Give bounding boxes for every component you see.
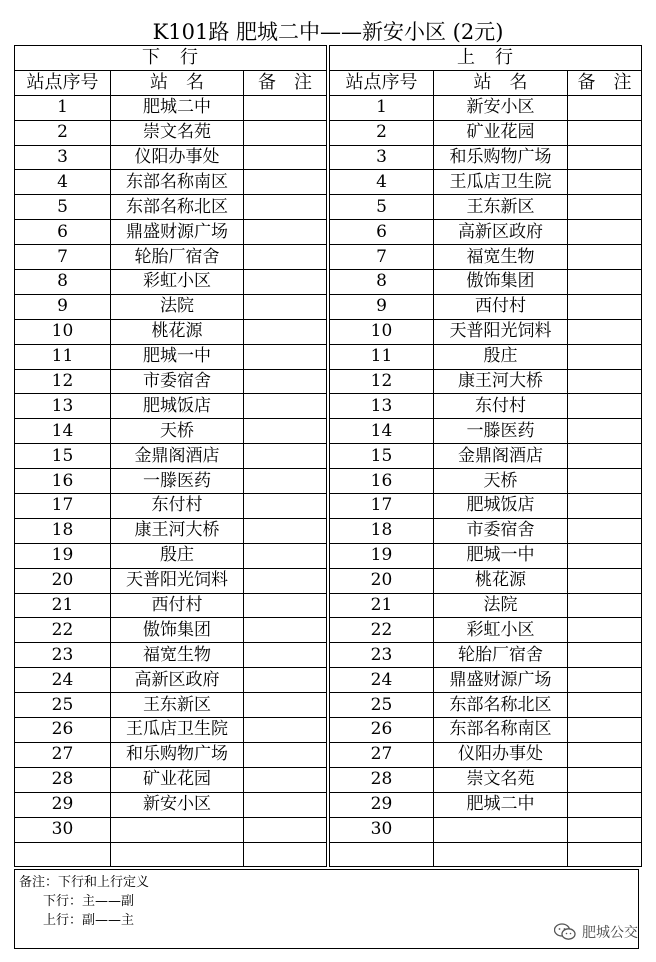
stop-name: 康王河大桥 <box>111 518 244 543</box>
down-direction-row <box>15 46 327 71</box>
table-row <box>330 419 642 444</box>
stop-note <box>568 419 642 444</box>
stop-note <box>568 444 642 469</box>
table-row <box>15 543 327 568</box>
down-definition: 下行：主——副 <box>43 894 135 909</box>
stop-note <box>568 394 642 419</box>
stop-name: 新安小区 <box>434 95 568 120</box>
page-title: K101路 肥城二中——新安小区 (2元) <box>152 20 504 44</box>
table-row <box>330 693 642 718</box>
stop-name: 彩虹小区 <box>111 270 244 295</box>
stop-note <box>568 344 642 369</box>
stop-name: 新安小区 <box>111 792 244 817</box>
stop-name: 鼎盛财源广场 <box>434 668 568 693</box>
stop-name: 崇文名苑 <box>111 120 244 145</box>
upbound-table <box>329 45 642 867</box>
table-row <box>330 568 642 593</box>
stop-name: 王东新区 <box>111 693 244 718</box>
stop-note <box>244 419 327 444</box>
wechat-icon <box>554 923 576 941</box>
stop-name: 天桥 <box>111 419 244 444</box>
stop-name: 王瓜店卫生院 <box>111 718 244 743</box>
stop-name <box>434 842 568 867</box>
stop-name: 西付村 <box>434 294 568 319</box>
stop-seq: 3 <box>330 145 434 170</box>
stop-name: 福宽生物 <box>434 245 568 270</box>
stop-seq <box>330 842 434 867</box>
stop-seq: 3 <box>15 145 111 170</box>
stop-seq: 2 <box>15 120 111 145</box>
stop-name: 一滕医药 <box>434 419 568 444</box>
stop-name: 肥城饭店 <box>111 394 244 419</box>
stop-name: 轮胎厂宿舍 <box>111 245 244 270</box>
stop-seq: 25 <box>330 693 434 718</box>
table-row <box>15 220 327 245</box>
stop-note <box>244 444 327 469</box>
stop-note <box>244 593 327 618</box>
stop-seq: 14 <box>330 419 434 444</box>
table-row <box>330 394 642 419</box>
stop-name: 仪阳办事处 <box>111 145 244 170</box>
stop-note <box>568 319 642 344</box>
stop-note <box>244 220 327 245</box>
down-header-name: 站 名 <box>111 70 244 95</box>
stop-note <box>568 593 642 618</box>
table-row <box>330 842 642 867</box>
stop-seq: 4 <box>330 170 434 195</box>
stop-note <box>244 195 327 220</box>
table-row <box>330 792 642 817</box>
table-row <box>15 469 327 494</box>
stop-note <box>568 270 642 295</box>
stop-seq: 27 <box>15 742 111 767</box>
stop-note <box>568 120 642 145</box>
stop-seq: 17 <box>15 494 111 519</box>
stop-name: 天桥 <box>434 469 568 494</box>
stop-name: 轮胎厂宿舍 <box>434 643 568 668</box>
stop-seq: 27 <box>330 742 434 767</box>
table-row <box>15 270 327 295</box>
stop-name: 肥城二中 <box>111 95 244 120</box>
stop-note <box>568 568 642 593</box>
table-row <box>15 145 327 170</box>
table-row <box>15 568 327 593</box>
stop-seq: 13 <box>330 394 434 419</box>
stop-seq: 10 <box>330 319 434 344</box>
stop-name: 肥城一中 <box>434 543 568 568</box>
table-row <box>330 593 642 618</box>
stop-name: 法院 <box>111 294 244 319</box>
stop-note <box>244 643 327 668</box>
table-row <box>330 718 642 743</box>
table-row <box>15 842 327 867</box>
stop-seq: 30 <box>330 817 434 842</box>
table-row <box>15 245 327 270</box>
stop-name: 傲饰集团 <box>434 270 568 295</box>
stop-seq: 4 <box>15 170 111 195</box>
stop-seq: 7 <box>330 245 434 270</box>
up-header-note: 备 注 <box>568 70 642 95</box>
stop-name: 殷庄 <box>434 344 568 369</box>
table-row <box>15 120 327 145</box>
notes-box <box>14 869 639 949</box>
stop-note <box>568 294 642 319</box>
stop-name: 东部名称南区 <box>111 170 244 195</box>
table-row <box>330 344 642 369</box>
stop-name: 天普阳光饲料 <box>111 568 244 593</box>
table-row <box>330 145 642 170</box>
stop-name: 东付村 <box>434 394 568 419</box>
stop-seq: 28 <box>330 767 434 792</box>
stop-note <box>568 668 642 693</box>
stop-seq: 23 <box>330 643 434 668</box>
stop-note <box>568 245 642 270</box>
stop-seq: 30 <box>15 817 111 842</box>
stop-note <box>568 220 642 245</box>
stop-seq: 26 <box>15 718 111 743</box>
table-row <box>15 518 327 543</box>
stop-note <box>568 145 642 170</box>
stop-seq: 9 <box>330 294 434 319</box>
watermark-text: 肥城公交 <box>582 925 638 941</box>
stop-seq: 8 <box>330 270 434 295</box>
stop-seq: 18 <box>330 518 434 543</box>
stop-seq: 6 <box>15 220 111 245</box>
stop-note <box>244 543 327 568</box>
stop-note <box>244 394 327 419</box>
stop-seq: 15 <box>15 444 111 469</box>
table-row <box>330 120 642 145</box>
stop-note <box>244 319 327 344</box>
table-row <box>15 294 327 319</box>
up-direction-row <box>330 46 642 71</box>
stop-name: 肥城一中 <box>111 344 244 369</box>
table-row <box>15 792 327 817</box>
stop-note <box>244 693 327 718</box>
stop-seq: 21 <box>15 593 111 618</box>
stop-note <box>568 718 642 743</box>
stop-note <box>568 643 642 668</box>
stop-seq: 11 <box>15 344 111 369</box>
stop-note <box>568 693 642 718</box>
stop-note <box>244 718 327 743</box>
stop-seq: 23 <box>15 643 111 668</box>
table-row <box>330 643 642 668</box>
table-row <box>330 444 642 469</box>
stop-seq: 13 <box>15 394 111 419</box>
table-row <box>15 319 327 344</box>
table-row <box>15 369 327 394</box>
stop-seq: 18 <box>15 518 111 543</box>
stop-note <box>244 270 327 295</box>
stop-name: 东部名称北区 <box>111 195 244 220</box>
stop-seq: 24 <box>15 668 111 693</box>
stop-name: 肥城二中 <box>434 792 568 817</box>
stop-note <box>244 668 327 693</box>
down-header-seq: 站点序号 <box>15 70 111 95</box>
stop-name: 西付村 <box>111 593 244 618</box>
table-row <box>330 543 642 568</box>
stop-seq: 22 <box>330 618 434 643</box>
table-row <box>330 742 642 767</box>
stop-seq: 26 <box>330 718 434 743</box>
stop-seq: 28 <box>15 767 111 792</box>
stop-seq: 5 <box>15 195 111 220</box>
stop-seq: 19 <box>15 543 111 568</box>
table-row <box>15 817 327 842</box>
stop-name: 市委宿舍 <box>111 369 244 394</box>
stop-seq: 20 <box>15 568 111 593</box>
table-row <box>330 618 642 643</box>
table-row <box>15 444 327 469</box>
stop-seq: 9 <box>15 294 111 319</box>
downbound-table <box>14 45 327 867</box>
stop-name: 康王河大桥 <box>434 369 568 394</box>
up-header-name: 站 名 <box>434 70 568 95</box>
stop-name: 傲饰集团 <box>111 618 244 643</box>
stop-name: 和乐购物广场 <box>434 145 568 170</box>
table-row <box>15 344 327 369</box>
table-row <box>330 469 642 494</box>
stop-note <box>568 792 642 817</box>
table-row <box>15 494 327 519</box>
stop-name: 矿业花园 <box>434 120 568 145</box>
stop-note <box>244 369 327 394</box>
table-row <box>330 95 642 120</box>
stop-seq: 6 <box>330 220 434 245</box>
table-row <box>15 95 327 120</box>
stop-seq <box>15 842 111 867</box>
stop-seq: 12 <box>15 369 111 394</box>
stop-note <box>568 95 642 120</box>
table-row <box>330 220 642 245</box>
stop-note <box>244 170 327 195</box>
table-row <box>15 195 327 220</box>
stop-note <box>244 817 327 842</box>
stop-seq: 29 <box>15 792 111 817</box>
table-row <box>330 270 642 295</box>
stop-seq: 25 <box>15 693 111 718</box>
stop-name: 王瓜店卫生院 <box>434 170 568 195</box>
stop-note <box>568 618 642 643</box>
table-row <box>15 593 327 618</box>
stop-name <box>111 842 244 867</box>
watermark <box>554 922 638 942</box>
stop-name: 高新区政府 <box>111 668 244 693</box>
stop-seq: 7 <box>15 245 111 270</box>
stop-name: 东部名称北区 <box>434 693 568 718</box>
table-row <box>15 693 327 718</box>
table-row <box>15 718 327 743</box>
stop-name: 东部名称南区 <box>434 718 568 743</box>
stop-name: 崇文名苑 <box>434 767 568 792</box>
stop-seq: 5 <box>330 195 434 220</box>
stop-note <box>244 767 327 792</box>
table-row <box>330 245 642 270</box>
stop-note <box>244 145 327 170</box>
stop-seq: 12 <box>330 369 434 394</box>
stop-seq: 8 <box>15 270 111 295</box>
stop-seq: 20 <box>330 568 434 593</box>
stop-seq: 2 <box>330 120 434 145</box>
stop-seq: 11 <box>330 344 434 369</box>
stop-name: 市委宿舍 <box>434 518 568 543</box>
stop-note <box>244 245 327 270</box>
table-row <box>15 643 327 668</box>
stop-name: 桃花源 <box>111 319 244 344</box>
stop-name: 桃花源 <box>434 568 568 593</box>
stop-note <box>568 817 642 842</box>
stop-note <box>244 792 327 817</box>
table-row <box>15 618 327 643</box>
down-header-row <box>15 70 327 95</box>
stop-seq: 1 <box>15 95 111 120</box>
table-row <box>330 767 642 792</box>
stop-name: 仪阳办事处 <box>434 742 568 767</box>
stop-note <box>568 494 642 519</box>
stop-name: 鼎盛财源广场 <box>111 220 244 245</box>
stop-note <box>244 518 327 543</box>
stop-note <box>244 294 327 319</box>
stop-note <box>244 618 327 643</box>
table-row <box>15 394 327 419</box>
stop-name: 福宽生物 <box>111 643 244 668</box>
stop-name: 一滕医药 <box>111 469 244 494</box>
stop-name <box>111 817 244 842</box>
stop-name: 天普阳光饲料 <box>434 319 568 344</box>
table-row <box>15 170 327 195</box>
stop-note <box>244 842 327 867</box>
stop-seq: 16 <box>15 469 111 494</box>
stop-note <box>568 195 642 220</box>
table-row <box>15 668 327 693</box>
stop-name <box>434 817 568 842</box>
up-header-seq: 站点序号 <box>330 70 434 95</box>
stop-seq: 14 <box>15 419 111 444</box>
stop-seq: 19 <box>330 543 434 568</box>
up-header-row <box>330 70 642 95</box>
table-row <box>330 369 642 394</box>
stop-note <box>568 842 642 867</box>
stop-seq: 29 <box>330 792 434 817</box>
stop-name: 和乐购物广场 <box>111 742 244 767</box>
stop-note <box>244 568 327 593</box>
stop-note <box>568 543 642 568</box>
table-row <box>15 419 327 444</box>
stop-name: 王东新区 <box>434 195 568 220</box>
stop-note <box>244 742 327 767</box>
stop-seq: 17 <box>330 494 434 519</box>
stop-note <box>568 767 642 792</box>
stop-seq: 21 <box>330 593 434 618</box>
up-direction-label: 上 行 <box>330 46 642 71</box>
table-row <box>15 742 327 767</box>
stop-seq: 10 <box>15 319 111 344</box>
table-row <box>330 817 642 842</box>
table-row <box>330 319 642 344</box>
stop-note <box>568 518 642 543</box>
stop-name: 东付村 <box>111 494 244 519</box>
stop-name: 矿业花园 <box>111 767 244 792</box>
stop-seq: 15 <box>330 444 434 469</box>
stop-note <box>244 120 327 145</box>
stop-name: 金鼎阁酒店 <box>434 444 568 469</box>
notes-heading: 备注：下行和上行定义 <box>19 875 150 890</box>
stop-name: 殷庄 <box>111 543 244 568</box>
stop-note <box>568 369 642 394</box>
stop-note <box>568 742 642 767</box>
stop-seq: 1 <box>330 95 434 120</box>
stop-seq: 24 <box>330 668 434 693</box>
table-row <box>330 170 642 195</box>
stop-note <box>244 95 327 120</box>
down-header-note: 备 注 <box>244 70 327 95</box>
table-row <box>330 668 642 693</box>
stop-name: 法院 <box>434 593 568 618</box>
stop-seq: 22 <box>15 618 111 643</box>
table-row <box>330 294 642 319</box>
stop-note <box>244 344 327 369</box>
table-row <box>15 767 327 792</box>
table-row <box>330 494 642 519</box>
table-row <box>330 518 642 543</box>
table-row <box>330 195 642 220</box>
stop-note <box>568 170 642 195</box>
stop-name: 肥城饭店 <box>434 494 568 519</box>
stop-name: 彩虹小区 <box>434 618 568 643</box>
down-direction-label: 下 行 <box>15 46 327 71</box>
stop-note <box>244 494 327 519</box>
stop-note <box>244 469 327 494</box>
stop-note <box>568 469 642 494</box>
stop-name: 金鼎阁酒店 <box>111 444 244 469</box>
stop-name: 高新区政府 <box>434 220 568 245</box>
stop-seq: 16 <box>330 469 434 494</box>
up-definition: 上行：副——主 <box>43 913 135 928</box>
